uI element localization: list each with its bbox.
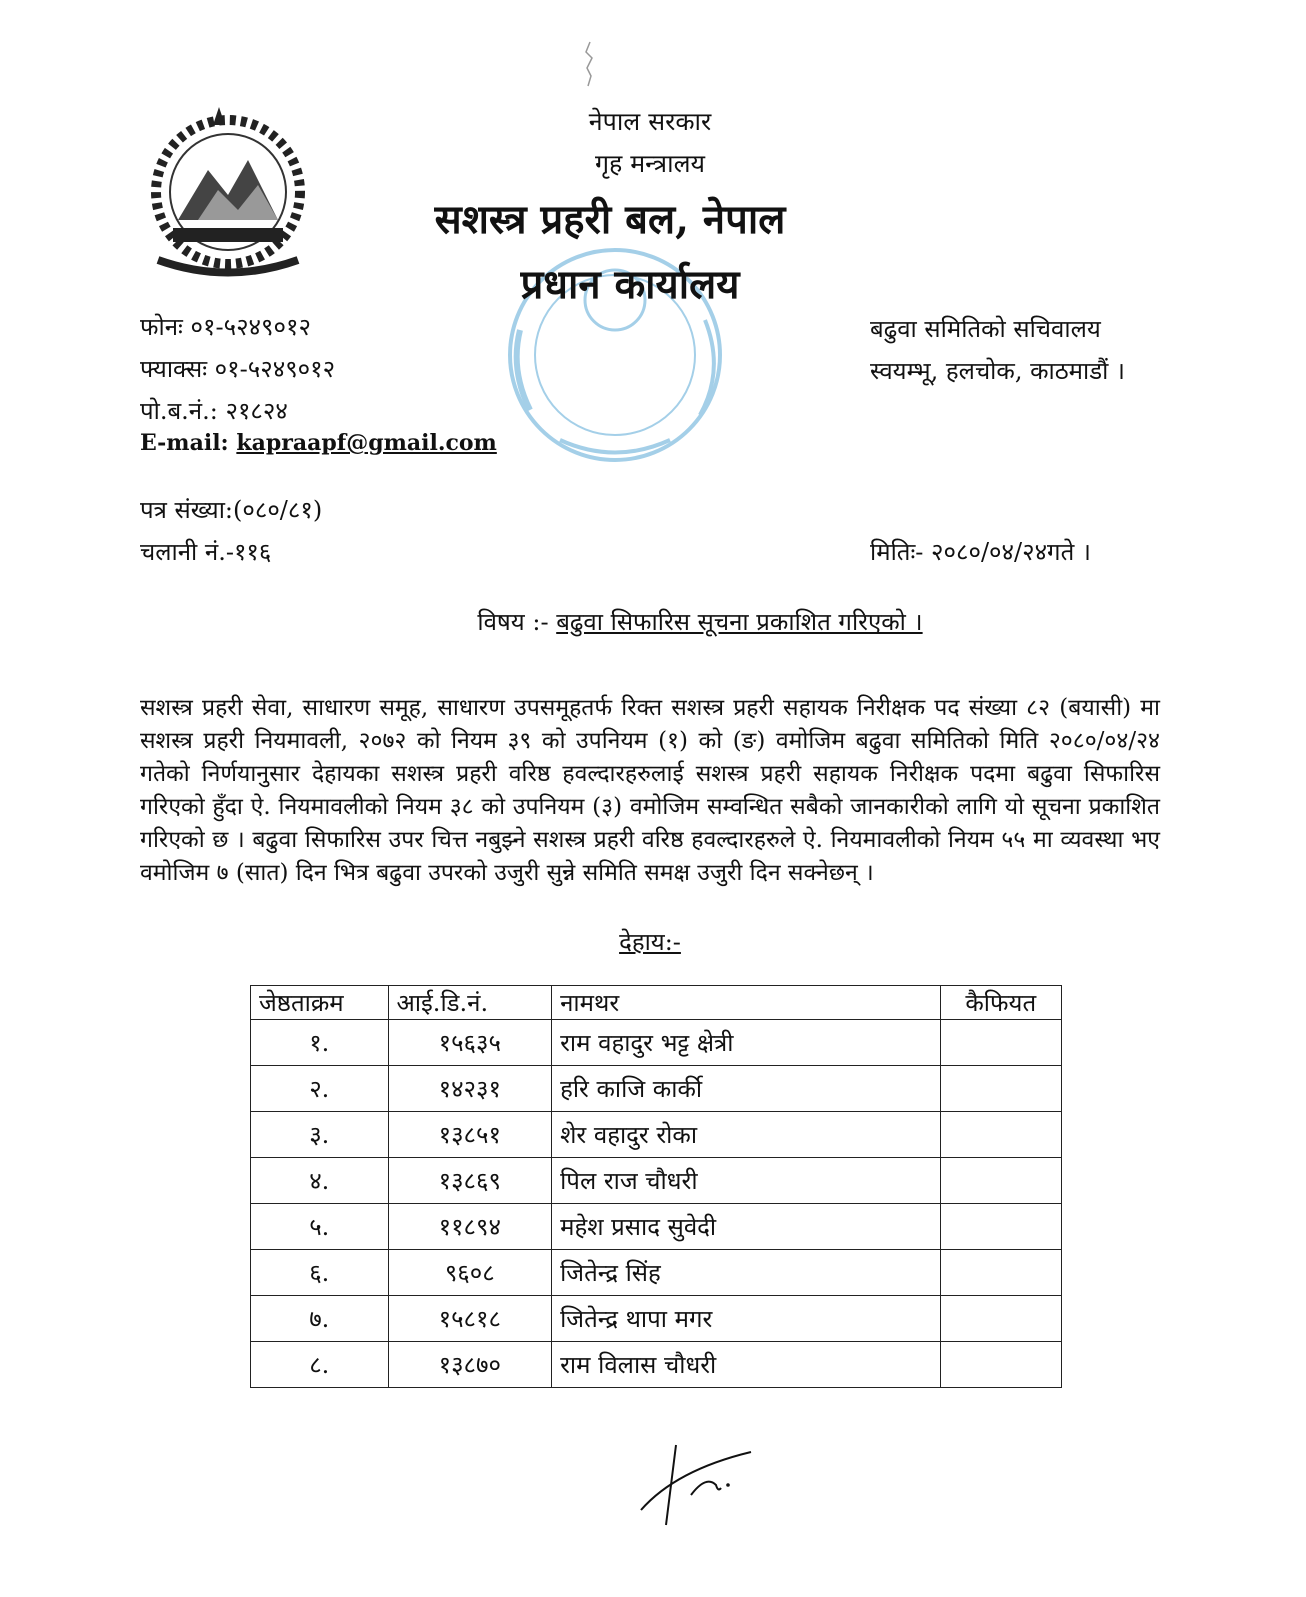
col-name: नामथर <box>552 986 940 1020</box>
cell-id: ११८९४ <box>388 1204 552 1250</box>
contact-email-line <box>140 430 497 456</box>
cell-name: जितेन्द्र थापा मगर <box>552 1296 940 1342</box>
scribble-mark-icon <box>583 40 597 90</box>
address-line-2: स्वयम्भू, हलचोक, काठमाडौं । <box>870 357 1126 385</box>
cell-id: १५८१८ <box>388 1296 552 1342</box>
table-row <box>251 1296 1062 1342</box>
email-label: E-mail: <box>140 430 229 456</box>
table-header-row <box>251 986 1062 1020</box>
subject-line <box>300 605 1100 638</box>
dispatch-number: चलानी नं.-११६ <box>140 538 272 566</box>
cell-remarks <box>940 1020 1061 1066</box>
letter-date: मितिः- २०८०/०४/२४गते । <box>870 538 1091 566</box>
cell-id: १३८६९ <box>388 1158 552 1204</box>
email-link[interactable]: kapraapf@gmail.com <box>236 430 497 456</box>
cell-remarks <box>940 1066 1061 1112</box>
cell-remarks <box>940 1250 1061 1296</box>
col-id-number: आई.डि.नं. <box>388 986 552 1020</box>
table-row <box>251 1250 1062 1296</box>
cell-name: जितेन्द्र सिंह <box>552 1250 940 1296</box>
address-line-1: बढुवा समितिको सचिवालय <box>870 315 1101 343</box>
table-row <box>251 1158 1062 1204</box>
notice-body: सशस्त्र प्रहरी सेवा, साधारण समूह, साधारण उपसमूहतर्फ रिक्त सशस्त्र प्रहरी सहायक निरीक्षक पद संख्या ८२ (बयासी) मा सशस्त्र प्रहरी नियमावली, २०७२ को नियम ३९ को उपनियम (१) को (ङ) वमोजिम बढुवा समितिको मिति २०८०/०४/२४ गतेको निर्णयानुसार देहायका सशस्त्र प्रहरी वरिष्ठ हवल्दारहरुलाई सशस्त्र प्रहरी सहायक निरीक्षक पदमा बढुवा सिफारिस गरिएको हुँदा ऐ. नियमावलीको नियम ३८ को उपनियम (३) वमोजिम सम्वन्धित सबैको जानकारीको लागि यो सूचना प्रकाशित गरिएको छ । बढुवा सिफारिस उपर चित्त नबुझ्ने सशस्त्र प्रहरी वरिष्ठ हवल्दारहरुले ऐ. नियमावलीको नियम ५५ मा व्यवस्था भए वमोजिम ७ (सात) दिन भित्र बढुवा उपरको उजुरी सुन्ने समिति समक्ष उजुरी दिन सक्नेछन् । <box>140 695 1160 886</box>
nepal-emblem-icon <box>138 100 318 278</box>
cell-sn: ७. <box>251 1296 389 1342</box>
subject-label: विषय :- <box>477 608 549 636</box>
table-row <box>251 1112 1062 1158</box>
header-organization: सशस्त्र प्रहरी बल, नेपाल <box>434 196 786 243</box>
contact-phone: फोनः ०१-५२४९०१२ <box>140 313 311 341</box>
table-row <box>251 1020 1062 1066</box>
cell-name: महेश प्रसाद सुवेदी <box>552 1204 940 1250</box>
cell-id: ९६०८ <box>388 1250 552 1296</box>
cell-id: १३८५१ <box>388 1112 552 1158</box>
promotion-table <box>250 985 1062 1388</box>
cell-name: राम विलास चौधरी <box>552 1342 940 1388</box>
table-row <box>251 1066 1062 1112</box>
cell-sn: १. <box>251 1020 389 1066</box>
contact-pobox: पो.ब.नं.: २१८२४ <box>140 397 288 425</box>
header-ministry: गृह मन्त्रालय <box>594 149 706 178</box>
cell-sn: २. <box>251 1066 389 1112</box>
cell-id: १३८७० <box>388 1342 552 1388</box>
table-row <box>251 1342 1062 1388</box>
cell-name: हरि काजि कार्की <box>552 1066 940 1112</box>
cell-remarks <box>940 1342 1061 1388</box>
cell-remarks <box>940 1112 1061 1158</box>
cell-remarks <box>940 1158 1061 1204</box>
signature-icon <box>636 1440 756 1530</box>
subject-text: बढुवा सिफारिस सूचना प्रकाशित गरिएको । <box>556 608 923 636</box>
cell-id: १४२३१ <box>388 1066 552 1112</box>
cell-sn: ५. <box>251 1204 389 1250</box>
table-row <box>251 1204 1062 1250</box>
cell-name: पिल राज चौधरी <box>552 1158 940 1204</box>
cell-id: १५६३५ <box>388 1020 552 1066</box>
list-heading: देहाय:- <box>619 928 681 956</box>
cell-name: शेर वहादुर रोका <box>552 1112 940 1158</box>
header-office: प्रधान कार्यालय <box>520 261 740 308</box>
letter-number: पत्र संख्या:(०८०/८१) <box>140 496 323 524</box>
cell-remarks <box>940 1296 1061 1342</box>
cell-sn: ८. <box>251 1342 389 1388</box>
contact-fax: फ्याक्सः ०१-५२४९०१२ <box>140 355 336 383</box>
cell-remarks <box>940 1204 1061 1250</box>
header-government: नेपाल सरकार <box>588 107 712 136</box>
cell-sn: ३. <box>251 1112 389 1158</box>
col-seniority: जेष्ठताक्रम <box>251 986 389 1020</box>
cell-name: राम वहादुर भट्ट क्षेत्री <box>552 1020 940 1066</box>
cell-sn: ४. <box>251 1158 389 1204</box>
col-remarks: कैफियत <box>940 986 1061 1020</box>
cell-sn: ६. <box>251 1250 389 1296</box>
